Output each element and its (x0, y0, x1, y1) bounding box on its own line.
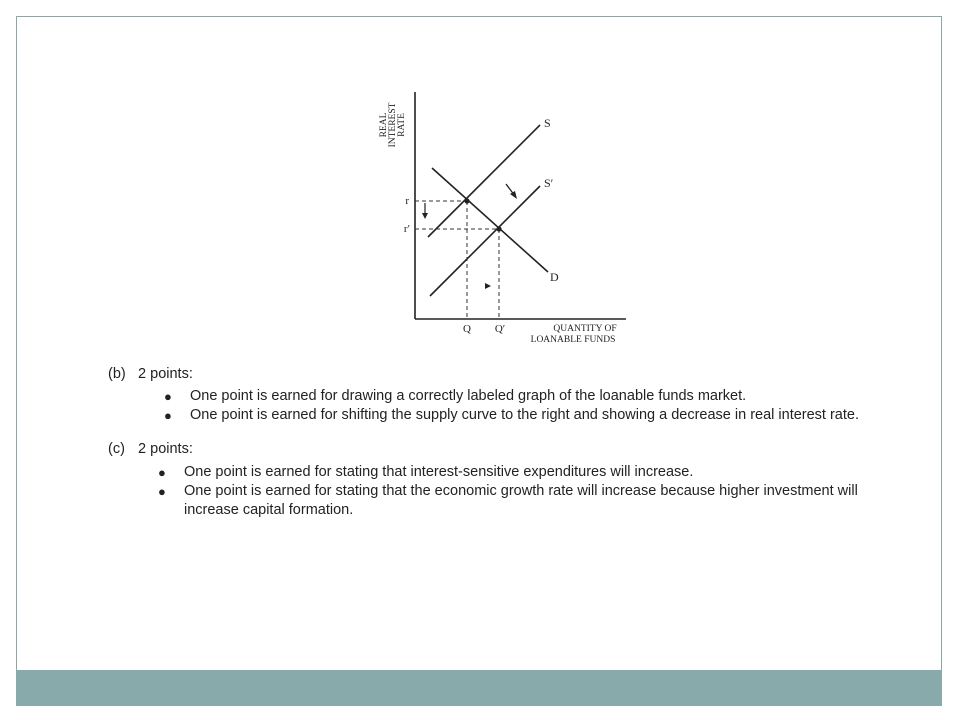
supply-shifted-label: S′ (544, 176, 554, 190)
part-c-points: 2 points: (138, 441, 193, 457)
part-b-item-2 (108, 406, 868, 425)
supply-curve (428, 125, 540, 237)
x-axis-label-line-1: QUANTITY OF (553, 324, 617, 334)
part-c-item-1-text: One point is earned for stating that interest-sensitive expenditures will increase. (184, 464, 694, 480)
equilibrium-point-2 (496, 226, 501, 231)
quantity-arrow-head (485, 283, 491, 289)
loanable-funds-graph (360, 80, 640, 350)
y-tick-r-prime: r′ (403, 223, 410, 235)
supply-label: S (544, 116, 551, 130)
y-axis-label-line-1: REAL (379, 112, 389, 138)
part-b-item-1-text: One point is earned for drawing a correctly labeled graph of the loanable funds market. (190, 388, 747, 404)
part-b-label: (b) (108, 366, 126, 382)
rate-arrow-head (422, 213, 428, 219)
part-b-points: 2 points: (138, 366, 193, 382)
part-c-heading (108, 439, 868, 459)
x-tick-q-prime: Q′ (494, 323, 506, 335)
part-b (108, 364, 868, 425)
part-c-item-2-text: One point is earned for stating that the economic growth rate will increase because higher investment will increase capital formation. (184, 483, 858, 518)
y-axis-label-line-2: INTEREST (388, 102, 398, 148)
equilibrium-point-1 (464, 198, 469, 203)
part-b-heading (108, 364, 868, 384)
demand-label: D (550, 270, 559, 284)
x-tick-q: Q (463, 323, 471, 335)
bullet-icon: ● (164, 389, 172, 404)
bullet-icon: ● (164, 408, 172, 423)
part-c-item-2 (108, 482, 868, 520)
bullet-icon: ● (158, 484, 166, 499)
scoring-guidelines (108, 364, 868, 520)
part-c (108, 439, 868, 520)
part-c-item-1 (108, 463, 868, 482)
y-axis-label (379, 102, 407, 147)
x-axis-label-line-2: LOANABLE FUNDS (530, 335, 616, 345)
part-c-list (108, 463, 868, 520)
y-axis-label-line-3: RATE (397, 113, 407, 137)
part-c-label: (c) (108, 441, 125, 457)
demand-curve (432, 168, 548, 272)
part-b-item-1 (108, 387, 868, 406)
shift-arrow-head (510, 191, 517, 199)
part-b-item-2-text: One point is earned for shifting the supply curve to the right and showing a decrease in real interest rate. (190, 407, 859, 423)
footer-bar (16, 670, 942, 706)
bullet-icon: ● (158, 465, 166, 480)
part-b-list (108, 387, 868, 425)
equilibrium-guides (415, 201, 499, 319)
y-tick-r: r (405, 195, 409, 207)
loanable-funds-svg (360, 80, 640, 350)
supply-shifted-curve (430, 186, 540, 296)
